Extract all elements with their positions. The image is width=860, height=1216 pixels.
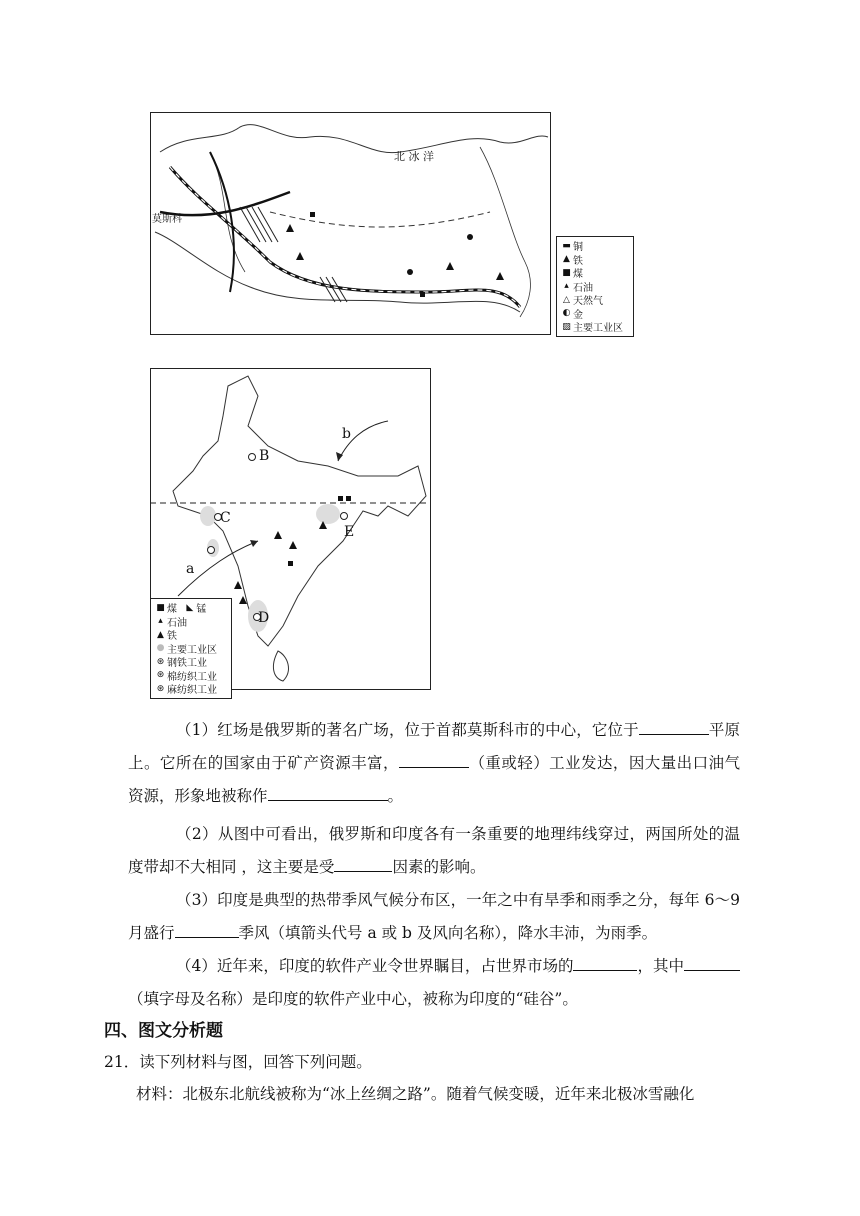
industrial-zone-icon: ▨	[562, 321, 571, 332]
legend-item: ⊛ 钢铁工业	[154, 655, 228, 669]
cotton-textile-icon: ⊛	[156, 670, 165, 681]
oil-icon: ▴	[158, 616, 163, 627]
question-4: （4）近年来，印度的软件产业令世界瞩目，占世界市场的 ，其中（填字母及名称）是印度的软件产业中心，被称为印度的“硅谷”。	[128, 950, 740, 1016]
label-E: E	[344, 524, 355, 540]
legend-item: ▴ 石油	[154, 615, 228, 629]
legend-item: ▴ 石油	[560, 280, 630, 294]
legend-item: ● 主要工业区	[154, 642, 228, 656]
industrial-zone-icon: ●	[156, 643, 165, 654]
russia-map-legend	[556, 236, 634, 337]
manganese-icon: ◣	[186, 602, 194, 613]
legend-item: ◐ 金	[560, 307, 630, 321]
question-1: （1）红场是俄罗斯的著名广场，位于首都莫斯科市的中心，它位于 平原上。它所在的国家由于矿产资源丰富， （重或轻）工业发达，因大量出口油气资源，形象地被称作 。	[128, 714, 740, 813]
legend-item: ⊛ 麻纺织工业	[154, 682, 228, 696]
india-map-legend	[150, 598, 232, 699]
section-title: 四、图文分析题	[104, 1021, 223, 1041]
coal-icon: ■	[562, 267, 571, 278]
legend-item: ■ 煤 ◣ 锰	[154, 601, 228, 615]
oil-icon: ▴	[564, 281, 569, 292]
material-text: 材料：北极东北航线被称为“冰上丝绸之路”。随着气候变暖，近年来北极冰雪融化	[136, 1085, 695, 1103]
legend-item: ■ 煤	[560, 266, 630, 280]
legend-item: ▲ 铁	[560, 253, 630, 267]
question-3: （3）印度是典型的热带季风气候分布区，一年之中有旱季和雨季之分，每年 6～9 月盛行 季风（填箭头代号 a 或 b 及风向名称），降水丰沛，为雨季。	[128, 891, 740, 942]
jute-textile-icon: ⊛	[156, 683, 165, 694]
gas-icon: △	[563, 294, 570, 305]
iron-icon: ▲	[563, 254, 570, 265]
arrow-label-b: b	[342, 426, 351, 442]
label-B: B	[259, 448, 270, 464]
label-C: C	[220, 510, 231, 526]
legend-item: ▨ 主要工业区	[560, 320, 630, 334]
answer-blank[interactable]	[268, 783, 388, 801]
question-21-prompt: 21．读下列材料与图，回答下列问题。	[104, 1053, 372, 1071]
steel-industry-icon: ⊛	[156, 656, 165, 667]
label-D: D	[258, 610, 270, 626]
answer-blank[interactable]	[639, 717, 709, 735]
answer-blank[interactable]	[334, 854, 392, 872]
moscow-label: 莫斯科	[152, 214, 182, 225]
copper-icon: ▬	[562, 240, 571, 251]
legend-item: ▬ 铜	[560, 239, 630, 253]
answer-blank[interactable]	[175, 920, 239, 938]
legend-item: ▲ 铁	[154, 628, 228, 642]
answer-blank[interactable]	[573, 953, 637, 971]
arctic-ocean-label: 北 冰 洋	[394, 150, 434, 163]
gold-icon: ◐	[562, 308, 571, 319]
answer-blank[interactable]	[684, 953, 740, 971]
coal-icon: ■	[156, 602, 165, 613]
answer-blank[interactable]	[399, 750, 469, 768]
legend-item: ⊛ 棉纺织工业	[154, 669, 228, 683]
arrow-label-a: a	[186, 561, 195, 577]
question-2: （2）从图中可看出，俄罗斯和印度各有一条重要的地理纬线穿过，两国所处的温度带却不大相同 ，这主要是受 因素的影响。	[128, 825, 740, 876]
iron-icon: ▲	[157, 629, 164, 640]
legend-item: △ 天然气	[560, 293, 630, 307]
